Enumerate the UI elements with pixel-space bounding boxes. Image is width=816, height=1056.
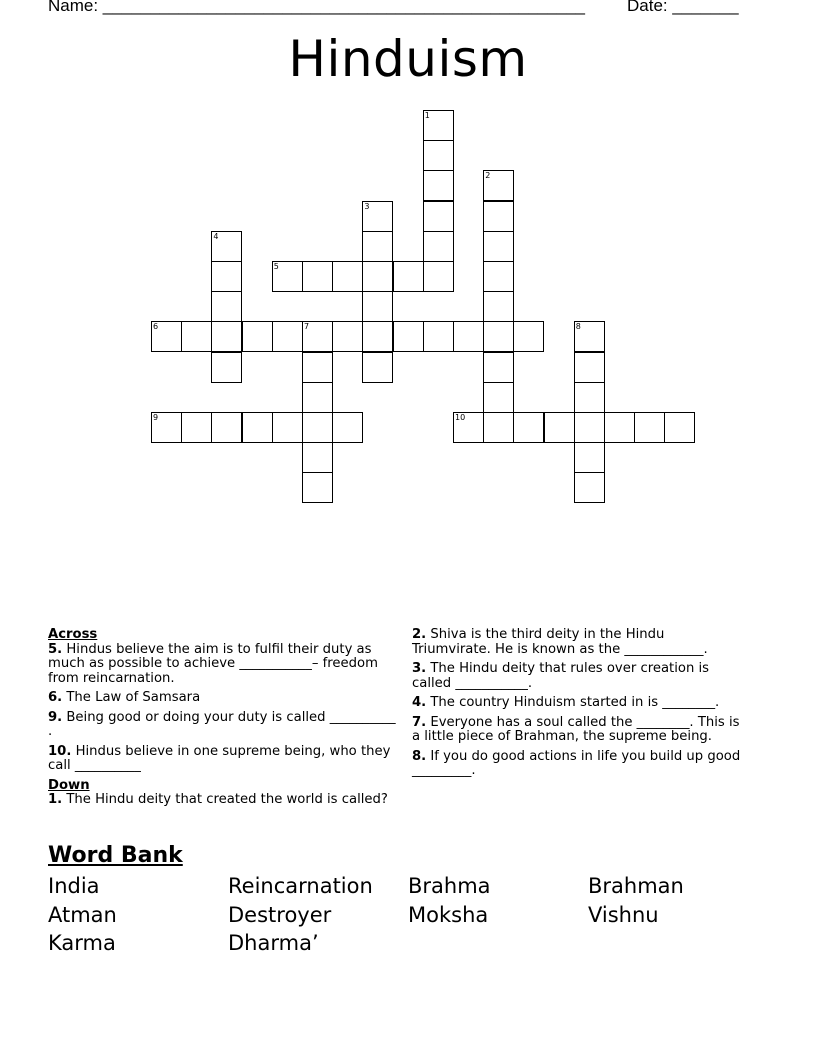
crossword-cell[interactable] [574, 412, 605, 443]
crossword-cell[interactable] [332, 321, 363, 352]
crossword-cell[interactable] [242, 321, 273, 352]
crossword-cell[interactable] [181, 321, 212, 352]
crossword-cell[interactable] [151, 321, 182, 352]
crossword-cell[interactable] [604, 412, 635, 443]
clue-number: 4 [213, 231, 219, 241]
crossword-cell[interactable] [272, 412, 303, 443]
crossword-cell[interactable] [574, 442, 605, 473]
crossword-cell[interactable] [302, 442, 333, 473]
crossword-cell[interactable] [423, 170, 454, 201]
crossword-cell[interactable] [423, 261, 454, 292]
crossword-cell[interactable] [362, 321, 393, 352]
crossword-cell[interactable] [332, 261, 363, 292]
crossword-cell[interactable] [574, 321, 605, 352]
crossword-cell[interactable] [302, 261, 333, 292]
crossword-cell[interactable] [362, 291, 393, 322]
clue-number: 7 [304, 322, 310, 332]
clue-down-7: 7. Everyone has a soul called the ________. This is a little piece of Brahman, the supreme being. [412, 714, 740, 744]
crossword-cell[interactable] [664, 412, 695, 443]
crossword-cell[interactable] [574, 352, 605, 383]
date-field-label: Date: _______ [627, 0, 739, 15]
down-heading: Down [48, 777, 90, 793]
crossword-cell[interactable] [272, 321, 303, 352]
clue-number: 8 [575, 322, 581, 332]
word-bank-item: Brahman [588, 874, 684, 898]
crossword-cell[interactable] [302, 352, 333, 383]
crossword-cell[interactable] [211, 412, 242, 443]
crossword-cell[interactable] [302, 321, 333, 352]
crossword-cell[interactable] [423, 140, 454, 171]
clue-number: 3 [364, 201, 370, 211]
crossword-cell[interactable] [483, 170, 514, 201]
clue-number: 6 [153, 322, 159, 332]
crossword-cell[interactable] [513, 321, 544, 352]
clue-number: 1 [424, 111, 430, 120]
word-bank-item: Karma [48, 931, 116, 955]
clue-down-8: 8. If you do good actions in life you build up good _________. [412, 748, 741, 778]
clue-across-5: 5. Hindus believe the aim is to fulfil their duty as much as possible to achieve ___________– freedom from reincarnation. [48, 641, 378, 686]
crossword-cell[interactable] [634, 412, 665, 443]
word-bank-item: Vishnu [588, 903, 659, 927]
crossword-cell[interactable] [483, 261, 514, 292]
crossword-cell[interactable] [423, 110, 454, 141]
crossword-cell[interactable] [483, 321, 514, 352]
page-title: Hinduism [288, 30, 528, 88]
clue-number: 10 [455, 413, 466, 422]
clue-across-6: 6. The Law of Samsara [48, 690, 201, 705]
crossword-cell[interactable] [332, 412, 363, 443]
crossword-cell[interactable] [302, 382, 333, 413]
clue-down-4: 4. The country Hinduism started in is ________. [412, 695, 720, 710]
name-field-label: Name: ___________________________________________________ [48, 0, 585, 15]
crossword-cell[interactable] [393, 261, 424, 292]
crossword-cell[interactable] [423, 201, 454, 232]
crossword-cell[interactable] [211, 321, 242, 352]
crossword-cell[interactable] [302, 472, 333, 503]
crossword-cell[interactable] [151, 412, 182, 443]
clue-across-9: 9. Being good or doing your duty is called __________ . [48, 709, 396, 739]
crossword-cell[interactable] [272, 261, 303, 292]
clue-number: 9 [153, 413, 159, 422]
crossword-cell[interactable] [362, 231, 393, 262]
clue-down-1: 1. The Hindu deity that created the world is called? [48, 792, 388, 807]
crossword-cell[interactable] [362, 352, 393, 383]
crossword-cell[interactable] [483, 291, 514, 322]
crossword-cell[interactable] [423, 321, 454, 352]
crossword-cell[interactable] [544, 412, 575, 443]
crossword-cell[interactable] [242, 412, 273, 443]
clue-number: 5 [273, 262, 279, 271]
crossword-cell[interactable] [393, 321, 424, 352]
crossword-cell[interactable] [211, 352, 242, 383]
crossword-cell[interactable] [483, 231, 514, 262]
crossword-cell[interactable] [302, 412, 333, 443]
crossword-cell[interactable] [423, 231, 454, 262]
word-bank-item: India [48, 874, 100, 898]
crossword-cell[interactable] [483, 352, 514, 383]
clue-down-3: 3. The Hindu deity that rules over creation is called ___________. [412, 661, 710, 691]
crossword-cell[interactable] [483, 382, 514, 413]
crossword-cell[interactable] [211, 261, 242, 292]
across-heading: Across [48, 627, 98, 642]
crossword-cell[interactable] [513, 412, 544, 443]
word-bank-item: Reincarnation [228, 874, 373, 898]
word-bank-item: Moksha [408, 903, 489, 927]
crossword-cell[interactable] [574, 472, 605, 503]
crossword-cell[interactable] [181, 412, 212, 443]
clue-number: 2 [485, 171, 491, 181]
word-bank-item: Destroyer [228, 903, 332, 927]
clue-down-2: 2. Shiva is the third deity in the Hindu Triumvirate. He is known as the ____________. [412, 627, 708, 657]
clues-right-column [412, 628, 747, 784]
crossword-cell[interactable] [362, 261, 393, 292]
clues-left-column [48, 628, 403, 813]
word-bank-title: Word Bank [48, 843, 183, 868]
crossword-cell[interactable] [483, 412, 514, 443]
crossword-cell[interactable] [211, 231, 242, 262]
word-bank-item: Dharma’ [228, 931, 319, 955]
crossword-cell[interactable] [483, 201, 514, 232]
clue-across-10: 10. Hindus believe in one supreme being, who they call __________ [48, 743, 391, 773]
crossword-cell[interactable] [453, 321, 484, 352]
crossword-cell[interactable] [211, 291, 242, 322]
word-bank-item: Brahma [408, 874, 491, 898]
crossword-cell[interactable] [362, 201, 393, 232]
crossword-cell[interactable] [574, 382, 605, 413]
crossword-cell[interactable] [453, 412, 484, 443]
word-bank-item: Atman [48, 903, 117, 927]
